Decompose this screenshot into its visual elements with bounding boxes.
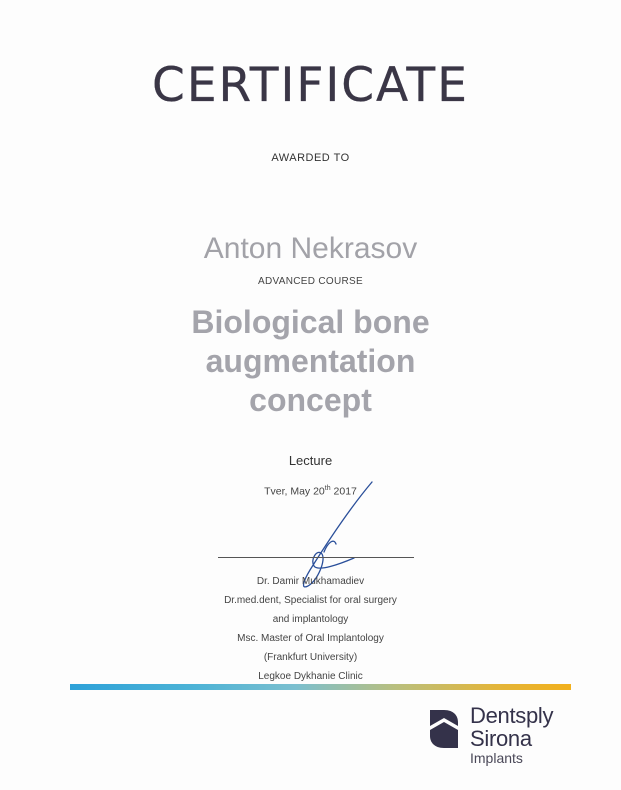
place-year: 2017 — [330, 485, 357, 498]
gradient-divider — [70, 684, 571, 690]
signer-name: Dr. Damir Mukhamadiev — [256, 576, 365, 587]
place-date-text: Tver, May 20 — [264, 485, 325, 498]
signer-credential: and implantology — [272, 614, 349, 625]
course-title — [0, 303, 621, 420]
brand-name-line2: Sirona — [470, 726, 532, 751]
course-level: ADVANCED COURSE — [258, 276, 363, 287]
signer-credential: Dr.med.dent, Specialist for oral surgery — [224, 595, 397, 606]
signer-credential: (Frankfurt University) — [263, 652, 358, 663]
certificate-title: CERTIFICATE — [152, 58, 469, 113]
brand-division: Implants — [470, 750, 523, 766]
brand-name-line1: Dentsply — [470, 703, 554, 728]
signature-line — [218, 557, 414, 558]
recipient-name: Anton Nekrasov — [203, 232, 418, 265]
signer-clinic: Legkoe Dykhanie Clinic — [258, 671, 363, 682]
course-title-line: concept — [249, 382, 372, 418]
signer-block — [0, 572, 621, 686]
course-title-line: Biological bone — [191, 304, 430, 340]
signer-credential: Msc. Master of Oral Implantology — [237, 633, 384, 644]
date-suffix: th — [324, 485, 331, 492]
awarded-label: AWARDED TO — [271, 152, 350, 164]
dentsply-sirona-logo — [428, 704, 598, 774]
course-title-line: augmentation — [205, 343, 416, 379]
course-format: Lecture — [288, 453, 333, 468]
dentsply-sirona-mark-icon — [428, 708, 460, 750]
